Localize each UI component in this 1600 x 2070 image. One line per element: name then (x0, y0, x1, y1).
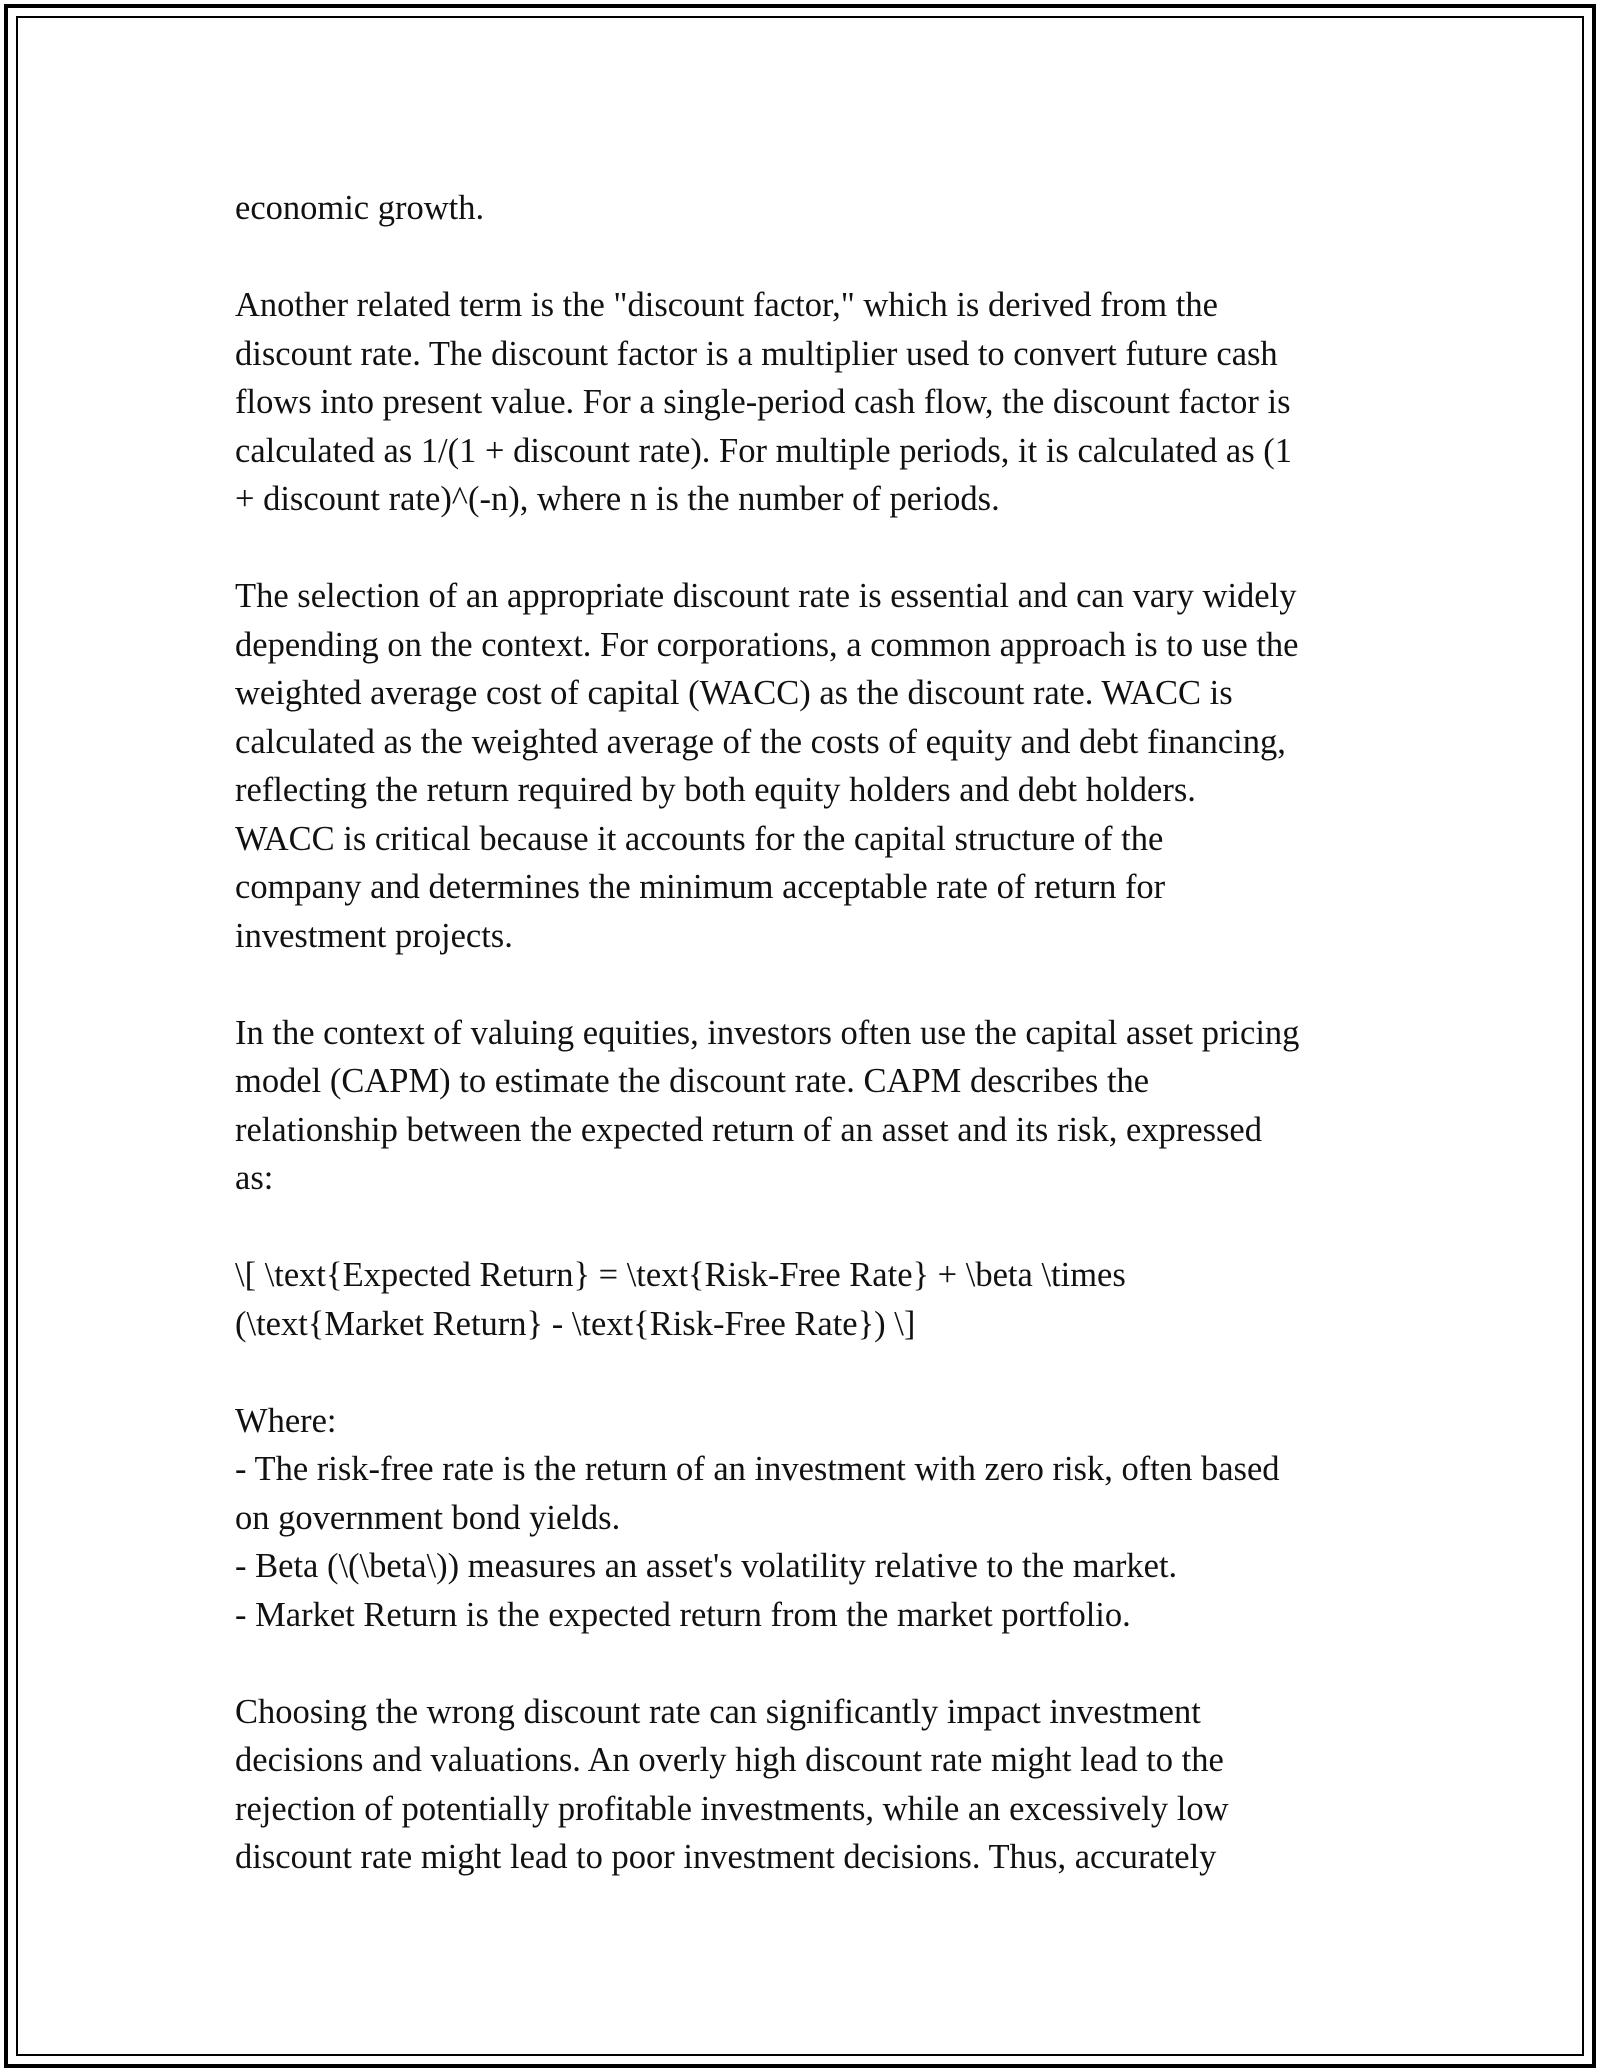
text-line: decisions and valuations. An overly high discount rate might lead to the (235, 1741, 1224, 1779)
text-line: In the context of valuing equities, investors often use the capital asset pricing (235, 1013, 1300, 1052)
formula-definitions (235, 1397, 1375, 1640)
paragraph-wrong-discount-rate (235, 1688, 1375, 1882)
paragraph-gap (235, 524, 1375, 573)
paragraph-gap (235, 1203, 1375, 1252)
text-line: discount rate might lead to poor investment decisions. Thus, accurately (235, 1838, 1217, 1876)
list-item: - The risk-free rate is the return of an investment with zero risk, often based (235, 1450, 1280, 1488)
paragraph-capm-intro (235, 1009, 1375, 1203)
list-item: - Market Return is the expected return from the market portfolio. (235, 1595, 1131, 1634)
text-line: investment projects. (235, 916, 513, 955)
formula-line: (\text{Market Return} - \text{Risk-Free Rate}) \] (235, 1304, 916, 1343)
text-line: Choosing the wrong discount rate can significantly impact investment (235, 1692, 1201, 1731)
text-line: + discount rate)^(-n), where n is the number of periods. (235, 480, 1000, 518)
paragraph-gap (235, 1348, 1375, 1397)
text-line: reflecting the return required by both equity holders and debt holders. (235, 771, 1196, 809)
text-line: WACC is critical because it accounts for the capital structure of the (235, 819, 1164, 858)
paragraph-economic-growth (235, 184, 1375, 233)
paragraph-gap (235, 960, 1375, 1009)
capm-formula (235, 1251, 1375, 1348)
list-item: on government bond yields. (235, 1498, 621, 1537)
text-line: discount rate. The discount factor is a multiplier used to convert future cash (235, 334, 1278, 373)
text-line: company and determines the minimum acceptable rate of return for (235, 868, 1166, 906)
list-item: - Beta (\(\beta\)) measures an asset's volatility relative to the market. (235, 1547, 1178, 1585)
paragraph-gap (235, 1639, 1375, 1688)
paragraph-gap (235, 233, 1375, 282)
text-line: depending on the context. For corporations, a common approach is to use the (235, 625, 1299, 664)
text-line: flows into present value. For a single-period cash flow, the discount factor is (235, 383, 1291, 421)
text-line: relationship between the expected return of an asset and its risk, expressed (235, 1110, 1262, 1149)
formula-line: \[ \text{Expected Return} = \text{Risk-Free Rate} + \beta \times (235, 1256, 1126, 1294)
paragraph-wacc (235, 572, 1375, 960)
paragraph-discount-factor (235, 281, 1375, 524)
text-line: as: (235, 1159, 274, 1197)
text-line: weighted average cost of capital (WACC) as the discount rate. WACC is (235, 674, 1233, 712)
text-line: The selection of an appropriate discount rate is essential and can vary widely (235, 577, 1297, 615)
text-line: calculated as the weighted average of the costs of equity and debt financing, (235, 722, 1286, 761)
document-body (235, 184, 1375, 1882)
text-line: calculated as 1/(1 + discount rate). For multiple periods, it is calculated as (1 (235, 431, 1293, 470)
text-line: model (CAPM) to estimate the discount rate. CAPM describes the (235, 1062, 1150, 1100)
text-line: economic growth. (235, 189, 485, 227)
text-line: Another related term is the "discount factor," which is derived from the (235, 286, 1218, 324)
text-line: rejection of potentially profitable investments, while an excessively low (235, 1789, 1229, 1828)
text-line: Where: (235, 1401, 337, 1440)
